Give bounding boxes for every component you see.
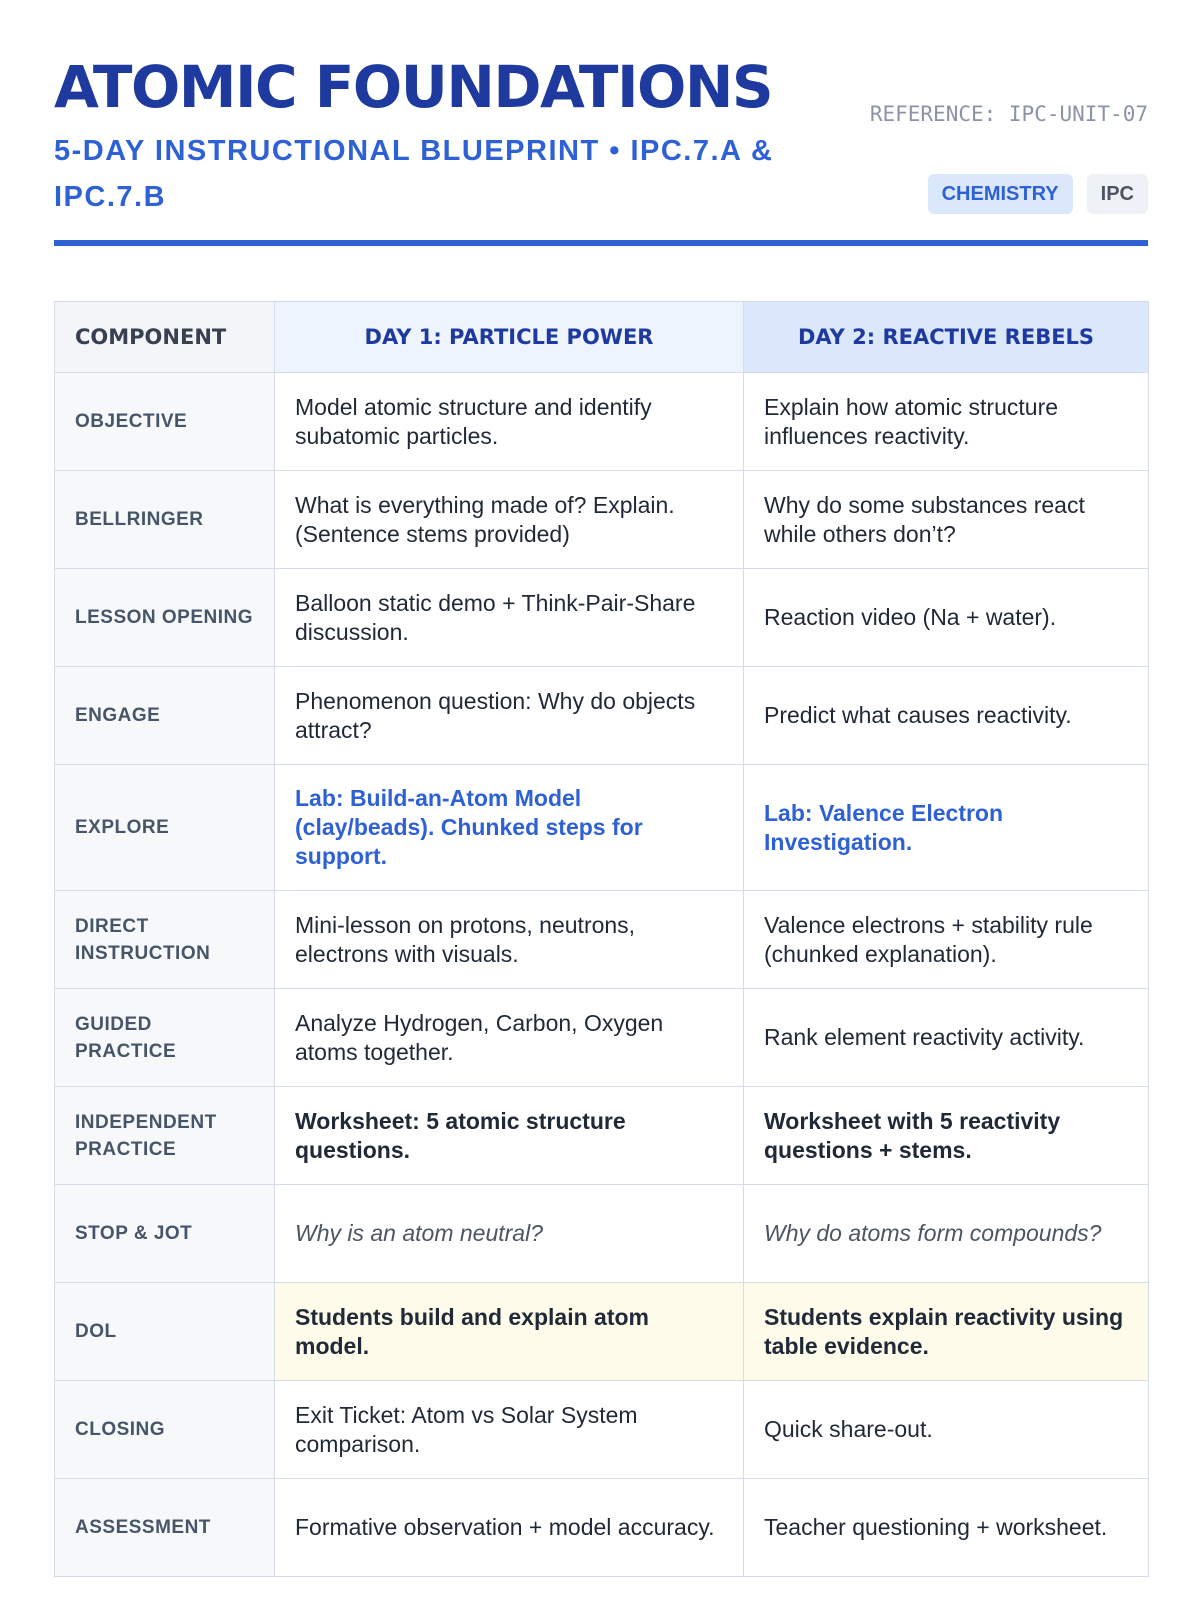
day-1-cell: Why is an atom neutral? [275, 1185, 744, 1283]
document-header [54, 52, 1148, 212]
lesson-plan-page [54, 0, 1148, 1600]
day-2-cell: Students explain reactivity using table evidence. [744, 1283, 1149, 1381]
row-label-dol: DOL [55, 1283, 275, 1381]
day-2-cell: Quick share-out. [744, 1381, 1149, 1479]
row-label-closing: CLOSING [55, 1381, 275, 1479]
table-row [55, 1479, 1149, 1577]
row-label-assessment: ASSESSMENT [55, 1479, 275, 1577]
row-label-bellringer: BELLRINGER [55, 471, 275, 569]
row-label-guided-practice: GUIDED PRACTICE [55, 989, 275, 1087]
table-row [55, 1087, 1149, 1185]
course-tag: IPC [1087, 174, 1148, 214]
table-row [55, 667, 1149, 765]
table-row [55, 471, 1149, 569]
subject-tag: CHEMISTRY [928, 174, 1073, 214]
table-row [55, 1283, 1149, 1381]
row-label-objective: OBJECTIVE [55, 373, 275, 471]
row-label-lesson-opening: LESSON OPENING [55, 569, 275, 667]
table-row [55, 1185, 1149, 1283]
day-1-cell: Model atomic structure and identify subatomic particles. [275, 373, 744, 471]
day-1-cell: Formative observation + model accuracy. [275, 1479, 744, 1577]
day-1-cell: Students build and explain atom model. [275, 1283, 744, 1381]
day-2-cell: Teacher questioning + worksheet. [744, 1479, 1149, 1577]
row-label-stop-and-jot: STOP & JOT [55, 1185, 275, 1283]
day-2-cell: Why do atoms form compounds? [744, 1185, 1149, 1283]
day-1-cell: Exit Ticket: Atom vs Solar System comparison. [275, 1381, 744, 1479]
day-2-cell: Explain how atomic structure influences reactivity. [744, 373, 1149, 471]
day-1-cell: Mini-lesson on protons, neutrons, electrons with visuals. [275, 891, 744, 989]
day-1-cell: Analyze Hydrogen, Carbon, Oxygen atoms together. [275, 989, 744, 1087]
day-2-cell: Why do some substances react while others don’t? [744, 471, 1149, 569]
row-label-explore: EXPLORE [55, 765, 275, 891]
day-1-cell: Balloon static demo + Think-Pair-Share discussion. [275, 569, 744, 667]
tag-group [928, 174, 1148, 214]
day-2-cell: Reaction video (Na + water). [744, 569, 1149, 667]
row-label-independent-practice: INDEPENDENT PRACTICE [55, 1087, 275, 1185]
day-2-cell: Valence electrons + stability rule (chunked explanation). [744, 891, 1149, 989]
lesson-plan-table [54, 301, 1149, 1577]
day-2-cell: Predict what causes reactivity. [744, 667, 1149, 765]
reference-code: REFERENCE: IPC-UNIT-07 [869, 102, 1148, 126]
row-label-direct-instruction: DIRECT INSTRUCTION [55, 891, 275, 989]
column-header-day-2: DAY 2: REACTIVE REBELS [744, 302, 1149, 373]
table-row [55, 569, 1149, 667]
column-header-component: COMPONENT [55, 302, 275, 373]
day-2-cell: Rank element reactivity activity. [744, 989, 1149, 1087]
header-divider [54, 240, 1148, 246]
table-row [55, 989, 1149, 1087]
table-header-row [55, 302, 1149, 373]
row-label-engage: ENGAGE [55, 667, 275, 765]
table-row [55, 765, 1149, 891]
column-header-day-1: DAY 1: PARTICLE POWER [275, 302, 744, 373]
day-1-cell: Worksheet: 5 atomic structure questions. [275, 1087, 744, 1185]
table-row [55, 891, 1149, 989]
day-2-cell: Worksheet with 5 reactivity questions + stems. [744, 1087, 1149, 1185]
day-1-cell: Phenomenon question: Why do objects attract? [275, 667, 744, 765]
day-1-cell: Lab: Build-an-Atom Model (clay/beads). Chunked steps for support. [275, 765, 744, 891]
day-2-cell: Lab: Valence Electron Investigation. [744, 765, 1149, 891]
page-subtitle: 5-DAY INSTRUCTIONAL BLUEPRINT • IPC.7.A & IPC.7.B [54, 135, 774, 213]
page-title: ATOMIC FOUNDATIONS [54, 53, 773, 121]
table-row [55, 373, 1149, 471]
table-row [55, 1381, 1149, 1479]
day-1-cell: What is everything made of? Explain. (Sentence stems provided) [275, 471, 744, 569]
